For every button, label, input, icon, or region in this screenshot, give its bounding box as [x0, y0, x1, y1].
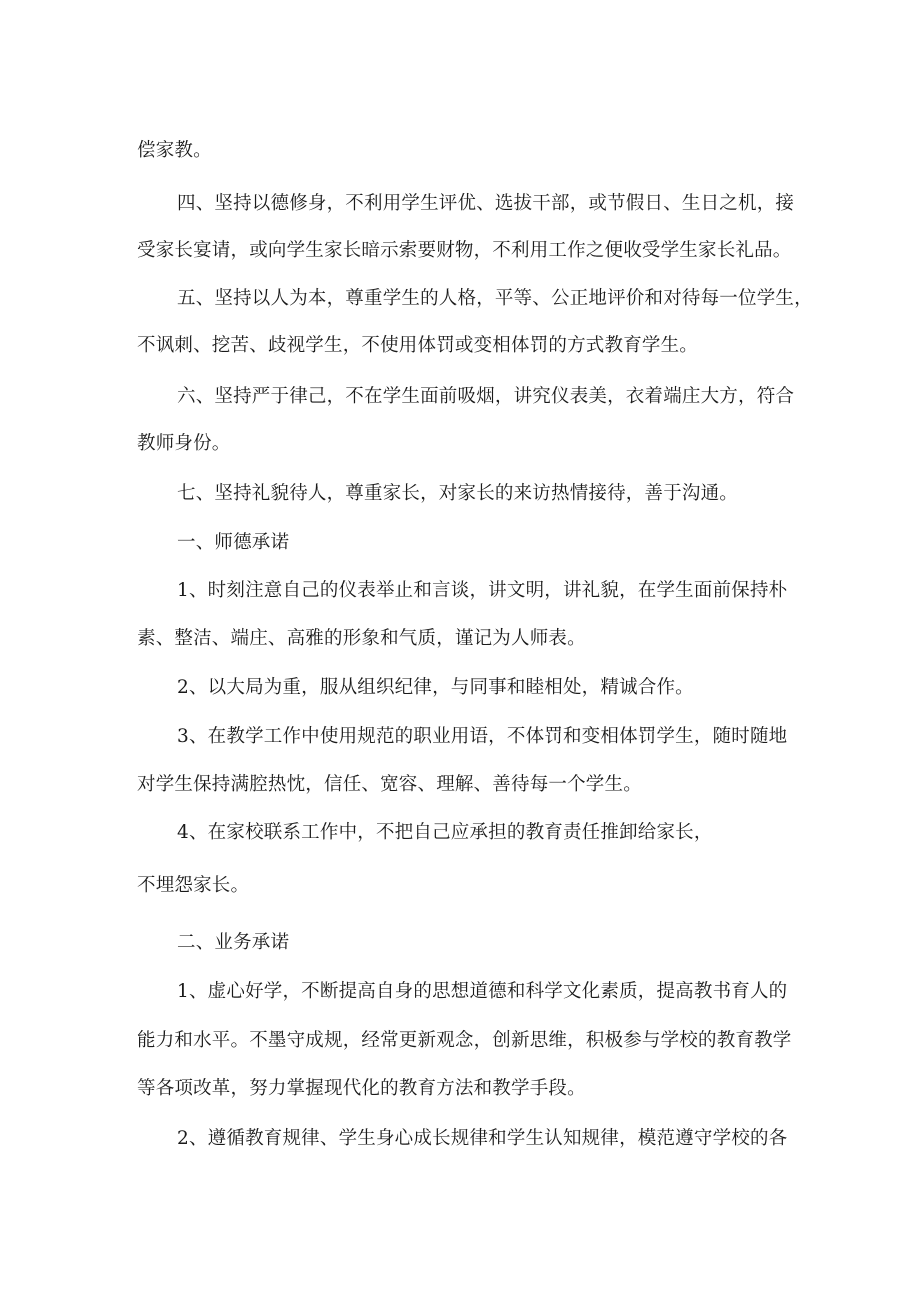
- section-heading: 二、业务承诺: [177, 931, 290, 953]
- paragraph-line: 不埋怨家长。: [137, 874, 250, 896]
- paragraph-line: 七、坚持礼貌待人，尊重家长，对家长的来访热情接待，善于沟通。: [177, 482, 739, 504]
- section-heading: 一、师德承诺: [177, 531, 290, 553]
- paragraph-line: 偿家教。: [137, 139, 212, 161]
- paragraph-line: 2、以大局为重，服从组织纪律，与同事和睦相处，精诚合作。: [177, 676, 694, 698]
- paragraph-line: 等各项改革，努力掌握现代化的教育方法和教学手段。: [137, 1077, 586, 1099]
- paragraph-line: 能力和水平。不墨守成规，经常更新观念，创新思维，积极参与学校的教育教学: [137, 1029, 792, 1051]
- paragraph-line: 4、在家校联系工作中，不把自己应承担的教育责任推卸给家长，: [177, 821, 713, 843]
- paragraph-line: 教师身份。: [137, 432, 231, 454]
- paragraph-line: 1、虚心好学，不断提高自身的思想道德和科学文化素质，提高教书育人的: [177, 980, 788, 1002]
- paragraph-line: 1、时刻注意自己的仪表举止和言谈，讲文明，讲礼貌，在学生面前保持朴: [177, 579, 788, 601]
- paragraph-line: 受家长宴请，或向学生家长暗示索要财物，不利用工作之便收受学生家长礼品。: [137, 239, 792, 261]
- paragraph-line: 素、整洁、端庄、高雅的形象和气质，谨记为人师表。: [137, 627, 586, 649]
- paragraph-line: 3、在教学工作中使用规范的职业用语，不体罚和变相体罚学生，随时随地: [177, 725, 788, 747]
- paragraph-line: 2、遵循教育规律、学生身心成长规律和学生认知规律，模范遵守学校的各: [177, 1127, 788, 1149]
- paragraph-line: 六、坚持严于律己，不在学生面前吸烟，讲究仪表美，衣着端庄大方，符合: [177, 385, 795, 407]
- paragraph-line: 四、坚持以德修身，不利用学生评优、选拔干部，或节假日、生日之机，接: [177, 192, 795, 214]
- paragraph-line: 对学生保持满腔热忱，信任、宽容、理解、善待每一个学生。: [137, 773, 642, 795]
- paragraph-line: 不讽刺、挖苦、歧视学生，不使用体罚或变相体罚的方式教育学生。: [137, 334, 699, 356]
- paragraph-line: 五、坚持以人为本，尊重学生的人格，平等、公正地评价和对待每一位学生，: [177, 287, 813, 309]
